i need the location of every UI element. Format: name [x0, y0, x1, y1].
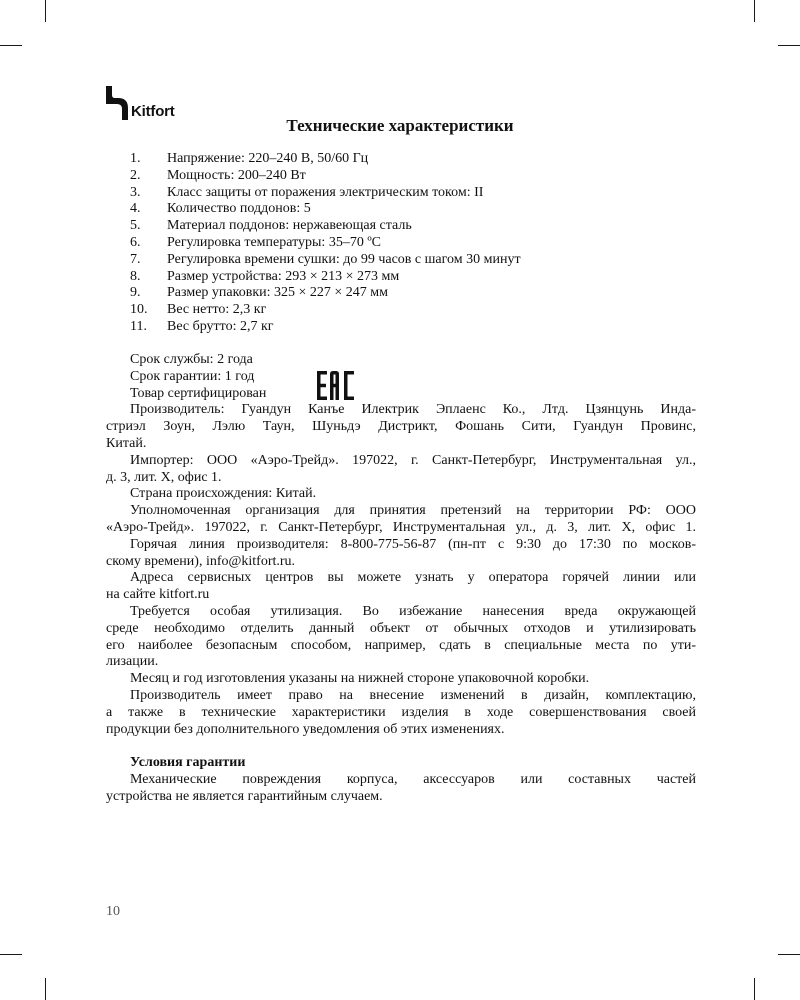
spec-number: 2. [130, 167, 141, 183]
disposal-line: его наиболее безопасным способом, например, сдать в специальные места по ути- [106, 637, 696, 653]
spec-number: 3. [130, 184, 141, 200]
spec-text: Напряжение: 220–240 В, 50/60 Гц [167, 151, 369, 166]
spec-text: Вес нетто: 2,3 кг [167, 302, 267, 318]
spec-text: Мощность: 200–240 Вт [167, 167, 306, 183]
warranty-heading: Условия гарантии [130, 755, 246, 771]
authorized-line: «Аэро-Трейд». 197022, г. Санкт-Петербург, Инструментальная ул., д. 3, лит. Х, офис 1. [106, 519, 696, 535]
spec-text: Класс защиты от поражения электрическим током: II [167, 184, 484, 200]
spec-number: 6. [130, 234, 141, 250]
spec-number: 1. [130, 151, 141, 166]
spec-number: 4. [130, 201, 141, 217]
spec-text: Вес брутто: 2,7 кг [167, 318, 274, 334]
origin-line: Страна происхождения: Китай. [130, 486, 317, 502]
warranty-line: Механические повреждения корпуса, аксессуаров или составных частей [130, 771, 696, 787]
crop-mark-top-right-h [778, 45, 800, 46]
page-number: 10 [106, 904, 120, 919]
crop-mark-bottom-left [45, 978, 46, 1000]
kitfort-logo-icon [106, 86, 128, 120]
manufacturer-line: Китай. [106, 435, 147, 451]
spec-list [130, 151, 700, 336]
hotline-line: скому времени), info@kitfort.ru. [106, 553, 296, 569]
crop-mark-bottom-right-h [778, 954, 800, 955]
spec-item [130, 235, 700, 252]
service-centers-line: на сайте kitfort.ru [106, 587, 210, 603]
spec-item [130, 168, 700, 185]
service-centers-line: Адреса сервисных центров вы можете узнать у оператора горячей линии или [130, 570, 696, 586]
spec-item [130, 252, 700, 269]
spec-number: 9. [130, 285, 141, 301]
authorized-line: Уполномоченная организация для принятия претензий на территории РФ: ООО [130, 503, 696, 519]
spec-text: Размер упаковки: 325 × 227 × 247 мм [167, 285, 389, 301]
importer-line: Импортер: ООО «Аэро-Трейд». 197022, г. Санкт-Петербург, Инструментальная ул., [130, 452, 696, 468]
spec-number: 5. [130, 218, 141, 234]
brand-logo [106, 86, 175, 120]
spec-text: Регулировка времени сушки: до 99 часов с шагом 30 минут [167, 251, 521, 267]
spec-item [130, 302, 700, 319]
spec-item [130, 201, 700, 218]
crop-mark-top-right [754, 0, 755, 22]
disposal-line: среде необходимо отделить данный объект от обычных отходов и утилизировать [106, 620, 696, 636]
spec-number: 8. [130, 268, 141, 284]
crop-mark-bottom-right [754, 978, 755, 1000]
warranty-line: устройства не является гарантийным случаем. [106, 788, 383, 804]
disposal-line: лизации. [106, 654, 159, 670]
page-title: Технические характеристики [286, 116, 514, 135]
brand-name: Kitfort [131, 103, 175, 120]
spec-item [130, 151, 700, 168]
spec-text: Количество поддонов: 5 [167, 201, 311, 217]
manufacture-date-line: Месяц и год изготовления указаны на нижней стороне упаковочной коробки. [130, 671, 590, 687]
spec-text: Размер устройства: 293 × 213 × 273 мм [167, 268, 400, 284]
crop-mark-top-left-h [0, 45, 22, 46]
spec-number: 11. [130, 318, 147, 334]
spec-number: 7. [130, 251, 141, 267]
spec-item [130, 185, 700, 202]
spec-item [130, 269, 700, 286]
warranty-period: Срок гарантии: 1 год [130, 368, 255, 384]
hotline-line: Горячая линия производителя: 8-800-775-56-87 (пн-пт с 9:30 до 17:30 по москов- [130, 536, 696, 552]
spec-item [130, 218, 700, 235]
spec-text: Регулировка температуры: 35–70 ºC [167, 234, 381, 250]
changes-line: а также в технические характеристики изделия в ходе совершенствования своей [106, 704, 696, 720]
certified-note: Товар сертифицирован [130, 385, 267, 401]
spec-item [130, 319, 700, 336]
crop-mark-top-left [45, 0, 46, 22]
info-text [106, 352, 696, 806]
spec-number: 10. [130, 302, 148, 318]
changes-line: Производитель имеет право на внесение изменений в дизайн, комплектацию, [130, 687, 696, 703]
manufacturer-line: стриэл Зоун, Лэлю Таун, Шуньдэ Дистрикт, Фошань Сити, Гуандун Провинс, [106, 419, 696, 435]
spec-text: Материал поддонов: нержавеющая сталь [167, 218, 412, 234]
section-gap [106, 738, 696, 755]
disposal-line: Требуется особая утилизация. Во избежание нанесения вреда окружающей [130, 603, 696, 619]
service-life: Срок службы: 2 года [130, 352, 253, 367]
manufacturer-line: Производитель: Гуандун Канъе Илектрик Эплаенс Ко., Лтд. Цзянцунь Инда- [130, 402, 696, 418]
spec-item [130, 285, 700, 302]
crop-mark-bottom-left-h [0, 954, 22, 955]
importer-line: д. 3, лит. Х, офис 1. [106, 469, 222, 485]
changes-line: продукции без дополнительного уведомления об этих изменениях. [106, 721, 505, 737]
